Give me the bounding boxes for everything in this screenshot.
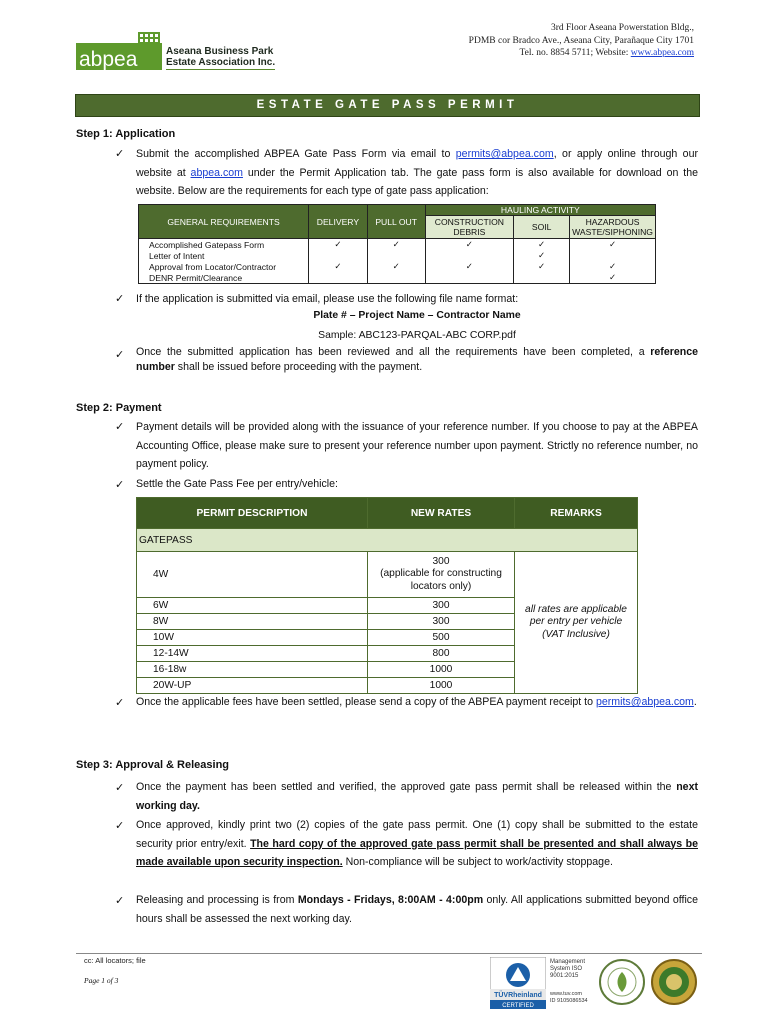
requirement-row [139,250,656,261]
step3-heading: Step 3: Approval & Releasing [76,759,230,771]
check-mark-icon: ✓ [309,261,368,272]
empty-cell [309,272,368,284]
fee-rate-cell: 300 (applicable for constructing locators only) [368,552,515,598]
col-pullout: PULL OUT [367,205,425,239]
fee-label: 8W [137,614,368,630]
filename-sample: Sample: ABC123-PARQAL-ABC CORP.pdf [318,330,516,341]
iso-certification-badge [490,957,600,1009]
check-icon: ✓ [115,421,125,433]
requirement-label: Accomplished Gatepass Form [139,239,309,251]
empty-cell [514,272,570,284]
fee-rate: 500 [368,630,515,646]
check-mark-icon: ✓ [367,261,425,272]
check-icon: ✓ [115,148,125,160]
check-icon: ✓ [115,349,125,361]
fee-label: 16-18w [137,662,368,678]
check-icon: ✓ [115,479,125,491]
step2-heading: Step 2: Payment [76,402,162,414]
page-number: Page 1 of 3 [84,976,119,985]
step3-bullet3: Releasing and processing is from Mondays - Fridays, 8:00AM - 4:00pm only. All applications submitted beyond office hours shall be assessed the next working day. [136,894,698,925]
svg-text:TÜVRheinland: TÜVRheinland [494,992,542,999]
empty-cell [367,250,425,261]
website-link[interactable]: www.abpea.com [630,48,694,58]
cert-id: ID 9105086534 [550,998,588,1004]
requirement-row [139,239,656,251]
requirement-row [139,272,656,284]
org-name-line2: Estate Association Inc. [166,57,276,68]
step1-bullet1: Submit the accomplished ABPEA Gate Pass Form via email to permits@abpea.com, or apply online through our website at abpea.com under the Permit Application tab. The gate pass form is also available for download on the website. Below are the requirements for each type of gate pass application: [136,148,698,197]
check-icon: ✓ [115,293,125,305]
fee-label: 10W [137,630,368,646]
building-logo-icon [76,30,162,70]
municipal-seal-icon [650,958,698,1006]
step2-bullet2: Settle the Gate Pass Fee per entry/vehicle: [136,478,338,490]
check-mark-icon: ✓ [425,261,514,272]
fee-rate: 1000 [368,662,515,678]
step1-bullet2: If the application is submitted via email, please use the following file name format: [136,293,519,305]
green-seal-icon [598,958,646,1006]
filename-format: Plate # – Project Name – Contractor Name [313,310,521,321]
tuv-icon [490,957,546,1009]
website-link[interactable]: abpea.com [190,166,243,179]
col-general: GENERAL REQUIREMENTS [139,205,309,239]
col-permit-desc: PERMIT DESCRIPTION [137,498,368,529]
address-line2: PDMB cor Bradco Ave., Aseana City, Parañaque City 1701 [468,35,694,46]
group-gatepass: GATEPASS [137,529,638,552]
check-mark-icon: ✓ [309,239,368,251]
cc-note: cc: All locators; file [84,956,146,965]
check-icon: ✓ [115,895,125,907]
office-address [469,22,694,60]
document-title: ESTATE GATE PASS PERMIT [75,94,700,117]
svg-text:CERTIFIED: CERTIFIED [502,1003,534,1009]
empty-cell [309,250,368,261]
fee-label: 6W [137,598,368,614]
email-link[interactable]: permits@abpea.com [455,148,554,160]
check-mark-icon: ✓ [514,261,570,272]
check-mark-icon: ✓ [514,239,570,251]
fee-table [136,497,638,694]
fee-rate: 300 [368,614,515,630]
requirement-label: DENR Permit/Clearance [139,272,309,284]
col-remarks: REMARKS [515,498,638,529]
col-hazardous: HAZARDOUS WASTE/SIPHONING [570,216,656,239]
address-line3: Tel. no. 8854 5711; Website: www.abpea.com [519,48,694,58]
col-soil: SOIL [514,216,570,239]
check-icon: ✓ [115,782,125,794]
footer-divider [76,953,702,954]
check-mark-icon: ✓ [570,272,656,284]
check-mark-icon: ✓ [425,239,514,251]
empty-cell [425,272,514,284]
col-new-rates: NEW RATES [368,498,515,529]
check-icon: ✓ [115,820,125,832]
col-hauling: HAULING ACTIVITY [425,205,655,216]
requirement-label: Letter of Intent [139,250,309,261]
empty-cell [570,250,656,261]
check-mark-icon: ✓ [367,239,425,251]
check-mark-icon: ✓ [514,250,570,261]
step1-heading: Step 1: Application [76,128,176,140]
fee-label: 20W-UP [137,678,368,694]
fee-rate: 300 [368,598,515,614]
step3-bullet2: Once approved, kindly print two (2) copies of the gate pass permit. One (1) copy shall be submitted to the estate security prior entry/exit. The hard copy of the approved gate pass permit shall be presented and shall always be made available upon security inspection. Non-compliance will be subject to work/activity stoppage. [136,819,698,868]
step2-bullet1: Payment details will be provided along with the issuance of your reference number. If you choose to pay at the ABPEA Accounting Office, please make sure to present your reference number upon payment. Strictly no reference number, no payment policy. [136,421,698,470]
empty-cell [425,250,514,261]
requirements-table [138,204,656,284]
col-delivery: DELIVERY [309,205,368,239]
svg-text:abpea: abpea [79,48,138,70]
fee-rate: 1000 [368,678,515,694]
fee-rate: 800 [368,646,515,662]
fee-label: 12-14W [137,646,368,662]
org-name-line1: Aseana Business Park [166,46,274,57]
remarks-cell: all rates are applicable per entry per vehicle (VAT Inclusive) [515,552,638,694]
requirement-label: Approval from Locator/Contractor [139,261,309,272]
check-mark-icon: ✓ [570,239,656,251]
requirement-row [139,261,656,272]
cert-text: Management System ISO 9001:2015 [550,959,586,979]
step2-bullet3: Once the applicable fees have been settled, please send a copy of the ABPEA payment receipt to permits@abpea.com. [136,696,697,708]
check-icon: ✓ [115,697,125,709]
empty-cell [367,272,425,284]
check-mark-icon: ✓ [570,261,656,272]
fee-label: 4W [137,552,368,598]
cert-site: www.tuv.com [550,991,582,997]
step1-bullet3: Once the submitted application has been reviewed and all the requirements have been completed, a reference number shall be issued before proceeding with the payment. [136,346,698,373]
col-construction: CONSTRUCTION DEBRIS [425,216,514,239]
email-link[interactable]: permits@abpea.com [595,696,694,708]
address-line1: 3rd Floor Aseana Powerstation Bldg., [550,23,694,33]
abpea-logo [76,30,286,72]
step3-bullet1: Once the payment has been settled and verified, the approved gate pass permit shall be released within the next working day. [136,781,698,812]
